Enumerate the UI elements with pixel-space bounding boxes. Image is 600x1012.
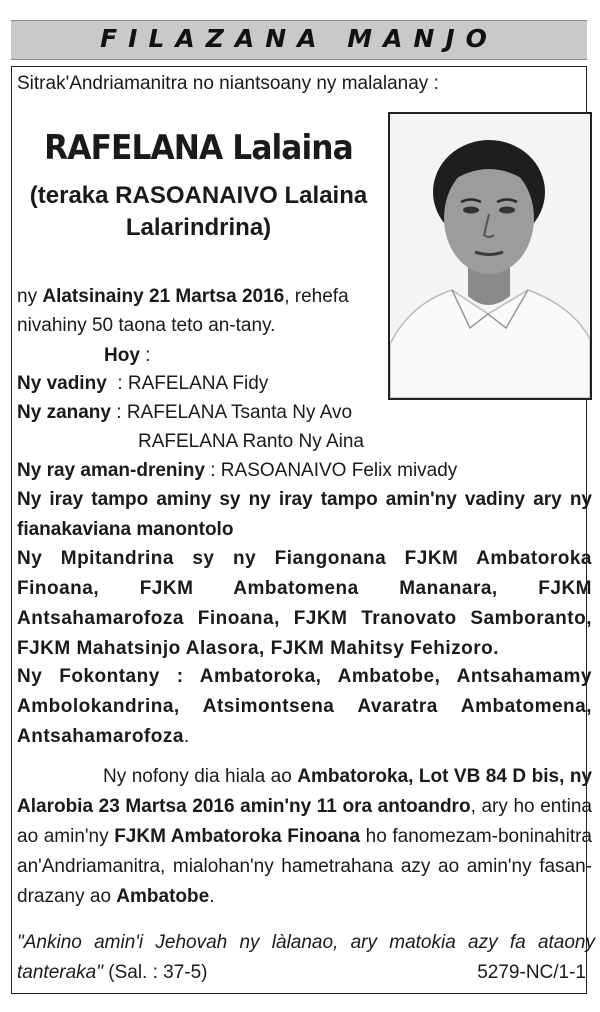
- quote-text: "Ankino amin'i Jehovah ny làlanao, ary matokia azy fa ataony tanteraka": [17, 932, 595, 983]
- family-children: [17, 398, 352, 427]
- parents-value: : RAFELANA Fidy: [106, 373, 269, 394]
- funeral-text-4: .: [209, 886, 215, 907]
- parents-label: Ny vadiny: [17, 373, 107, 394]
- relatives-paragraph: [17, 485, 592, 545]
- in-laws-value: : RASOANAIVO Felix mivady: [204, 460, 458, 481]
- death-date: Alatsinainy 21 Martsa 2016: [42, 286, 285, 307]
- death-date-line: [17, 282, 349, 311]
- birth-name-line-2: Lalarindrina): [125, 214, 272, 241]
- fokontany-end: .: [183, 726, 190, 747]
- death-prefix: ny: [17, 286, 38, 307]
- death-age-line: nivahiny 50 taona teto an-tany.: [17, 315, 276, 336]
- hoy-line: [104, 341, 150, 370]
- death-suffix: , rehefa: [284, 286, 349, 307]
- header-title: FILAZANA MANJO: [100, 24, 498, 53]
- children-label: Ny zanany: [17, 402, 111, 423]
- funeral-burial-place: Ambatobe: [116, 886, 210, 907]
- funeral-text-2: , ary ho entina ao amin'ny: [17, 796, 592, 847]
- funeral-church: FJKM Ambatoroka Finoana: [114, 826, 361, 847]
- churches-paragraph: [17, 544, 592, 664]
- fokontany-paragraph: [17, 662, 592, 752]
- funeral-text-1: Ny nofony dia hiala ao: [103, 766, 298, 787]
- deceased-portrait-photo: [388, 112, 592, 400]
- family-in-laws: [17, 456, 457, 485]
- portrait-illustration: [390, 114, 590, 398]
- family-parents: [17, 369, 268, 398]
- intro-text: Sitrak'Andriamanitra no niantsoany ny malalanay :: [17, 73, 439, 94]
- fokontany-text: Ny Fokontany : Ambatoroka, Ambatobe, Antsahamamy Ambolokandrina, Atsimontsena Avaratra Ambatomena, Antsahamarofoza: [17, 666, 592, 747]
- children-value-2: RAFELANA Ranto Ny Aina: [138, 431, 364, 452]
- churches-text: Ny Mpitandrina sy ny Fiangonana FJKM Ambatoroka Finoana, FJKM Ambatomena Mananara, FJKM Antsahamarofoza Finoana, FJKM Tranovato Samboranto, FJKM Mahatsinjo Alasora, FJKM Mahitsy Fehizoro.: [17, 548, 592, 659]
- funeral-paragraph: [17, 762, 592, 912]
- birth-name-line-1: (teraka RASOANAIVO Lalaina: [29, 182, 368, 209]
- notice-reference-code: 5279-NC/1-1: [477, 962, 586, 983]
- children-value-1: : RAFELANA Tsanta Ny Avo: [110, 402, 353, 423]
- quote-reference: (Sal. : 37-5): [102, 962, 208, 983]
- deceased-name: RAFELANA Lalaina: [44, 128, 353, 168]
- funeral-location-date: Ambatoroka, Lot VB 84 D bis, ny Alarobia 23 Martsa 2016 amin'ny 11 ora antoandro: [17, 766, 592, 817]
- notice-header: [11, 20, 587, 60]
- relatives-text: Ny iray tampo aminy sy ny iray tampo amin'ny vadiny ary ny fianakaviana manontolo: [17, 489, 592, 540]
- in-laws-label: Ny ray aman-dreniny: [17, 460, 205, 481]
- deceased-birth-name: [16, 180, 381, 244]
- funeral-text-3: ho fanomezam-boninahitra an'Andriamanitra, mialohan'ny hametrahana azy ao amin'ny fasan-drazany ao: [17, 826, 592, 907]
- hoy-label: Hoy: [104, 345, 140, 366]
- hoy-colon: :: [139, 345, 151, 366]
